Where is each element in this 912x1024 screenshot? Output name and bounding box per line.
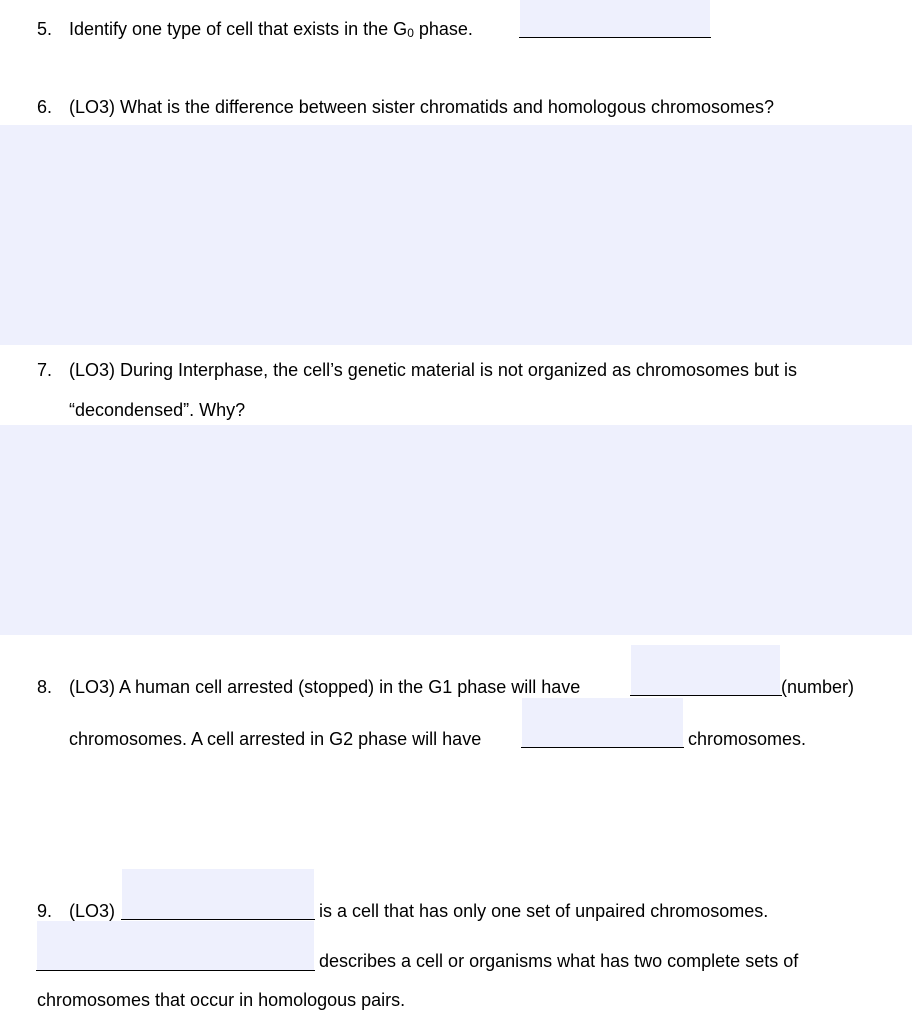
q9-line1-end: is a cell that has only one set of unpaired chromosomes. xyxy=(319,901,769,921)
q5-subscript: 0 xyxy=(407,26,414,40)
q8-g1-answer-line xyxy=(630,695,782,696)
q8-g2-answer-line xyxy=(521,747,684,748)
q8-question-line2: chromosomes. A cell arrested in G2 phase will have xyxy=(69,729,482,749)
q8-line2-end: chromosomes. xyxy=(688,729,807,749)
q7-answer-field[interactable] xyxy=(0,425,912,635)
q9-diploid-answer-field[interactable] xyxy=(37,921,314,970)
q7-number: 7. xyxy=(37,360,53,380)
q9-line2-end: describes a cell or organisms what has two complete sets of xyxy=(319,951,799,971)
q6-answer-field[interactable] xyxy=(0,125,912,345)
q6-question-text: (LO3) What is the difference between sister chromatids and homologous chromosomes? xyxy=(69,97,775,117)
q9-diploid-answer-line xyxy=(36,970,315,971)
q5-answer-line xyxy=(519,37,711,38)
q6-number: 6. xyxy=(37,97,53,117)
q9-haploid-answer-field[interactable] xyxy=(122,869,314,919)
q5-question-text xyxy=(69,18,473,44)
q8-question-line1: (LO3) A human cell arrested (stopped) in the G1 phase will have xyxy=(69,677,581,697)
q8-g2-answer-field[interactable] xyxy=(522,698,683,747)
q5-number: 5. xyxy=(37,19,53,39)
q9-line3: chromosomes that occur in homologous pairs. xyxy=(37,990,406,1010)
q7-question-line2: “decondensed”. Why? xyxy=(69,400,246,420)
q8-g1-answer-field[interactable] xyxy=(631,645,780,695)
q9-number: 9. xyxy=(37,901,53,921)
q7-question-line1: (LO3) During Interphase, the cell’s genetic material is not organized as chromosomes but is xyxy=(69,360,798,380)
q5-answer-field[interactable] xyxy=(520,0,710,37)
q8-number: 8. xyxy=(37,677,53,697)
q8-number-hint: (number) xyxy=(781,677,855,697)
q9-prefix: (LO3) xyxy=(69,901,116,921)
q5-text-before: Identify one type of cell that exists in the G xyxy=(69,19,408,39)
q9-haploid-answer-line xyxy=(121,919,315,920)
q5-text-after: phase. xyxy=(413,19,473,39)
